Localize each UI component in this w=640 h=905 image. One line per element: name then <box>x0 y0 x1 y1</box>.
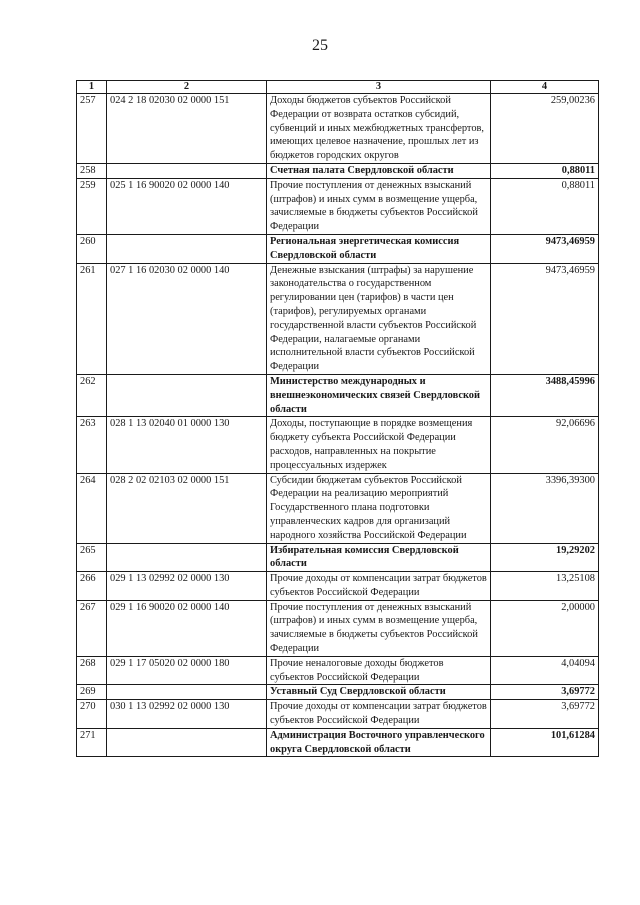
budget-code: 028 1 13 02040 01 0000 130 <box>107 417 267 473</box>
amount-value: 0,88011 <box>491 163 599 178</box>
row-number: 269 <box>77 685 107 700</box>
amount-value: 3396,39300 <box>491 473 599 543</box>
amount-value: 3,69772 <box>491 700 599 729</box>
revenue-name: Прочие неналоговые доходы бюджетов субъектов Российской Федерации <box>267 656 491 685</box>
column-header-4: 4 <box>491 81 599 94</box>
amount-value: 13,25108 <box>491 572 599 601</box>
row-number: 257 <box>77 94 107 164</box>
table-row <box>77 473 599 543</box>
revenue-name: Прочие поступления от денежных взысканий (штрафов) и иных сумм в возмещение ущерба, зачисляемые в бюджеты субъектов Российской Федерации <box>267 178 491 234</box>
revenue-name: Избирательная комиссия Свердловской области <box>267 543 491 572</box>
table-row <box>77 94 599 164</box>
revenue-name: Администрация Восточного управленческого округа Свердловской области <box>267 728 491 757</box>
budget-code <box>107 685 267 700</box>
table-row <box>77 600 599 656</box>
table-section-row <box>77 374 599 416</box>
budget-revenue-table <box>76 80 599 757</box>
table-body <box>77 94 599 757</box>
revenue-name: Уставный Суд Свердловской области <box>267 685 491 700</box>
revenue-name: Прочие поступления от денежных взысканий (штрафов) и иных сумм в возмещение ущерба, зачисляемые в бюджеты субъектов Российской Федерации <box>267 600 491 656</box>
budget-code: 028 2 02 02103 02 0000 151 <box>107 473 267 543</box>
amount-value: 4,04094 <box>491 656 599 685</box>
budget-code <box>107 374 267 416</box>
table-row <box>77 263 599 374</box>
budget-code <box>107 543 267 572</box>
budget-code: 025 1 16 90020 02 0000 140 <box>107 178 267 234</box>
amount-value: 2,00000 <box>491 600 599 656</box>
page-number: 25 <box>312 37 328 54</box>
amount-value: 3488,45996 <box>491 374 599 416</box>
table-header-row <box>77 81 599 94</box>
revenue-name: Счетная палата Свердловской области <box>267 163 491 178</box>
row-number: 263 <box>77 417 107 473</box>
table-row <box>77 656 599 685</box>
row-number: 262 <box>77 374 107 416</box>
row-number: 270 <box>77 700 107 729</box>
budget-code: 024 2 18 02030 02 0000 151 <box>107 94 267 164</box>
row-number: 266 <box>77 572 107 601</box>
row-number: 261 <box>77 263 107 374</box>
budget-code <box>107 234 267 263</box>
budget-code: 029 1 17 05020 02 0000 180 <box>107 656 267 685</box>
revenue-name: Субсидии бюджетам субъектов Российской Федерации на реализацию мероприятий Государственного плана подготовки управленческих кадров для организаций народного хозяйства Российской Федерации <box>267 473 491 543</box>
row-number: 267 <box>77 600 107 656</box>
budget-code: 029 1 13 02992 02 0000 130 <box>107 572 267 601</box>
budget-code <box>107 163 267 178</box>
amount-value: 92,06696 <box>491 417 599 473</box>
row-number: 268 <box>77 656 107 685</box>
revenue-name: Доходы бюджетов субъектов Российской Федерации от возврата остатков субсидий, субвенций и иных межбюджетных трансфертов, имеющих целевое назначение, прошлых лет из бюджетов городских округов <box>267 94 491 164</box>
table-row <box>77 417 599 473</box>
table-section-row <box>77 685 599 700</box>
amount-value: 0,88011 <box>491 178 599 234</box>
table-section-row <box>77 163 599 178</box>
row-number: 258 <box>77 163 107 178</box>
column-header-3: 3 <box>267 81 491 94</box>
row-number: 264 <box>77 473 107 543</box>
amount-value: 19,29202 <box>491 543 599 572</box>
revenue-name: Региональная энергетическая комиссия Свердловской области <box>267 234 491 263</box>
revenue-name: Министерство международных и внешнеэкономических связей Свердловской области <box>267 374 491 416</box>
revenue-name: Прочие доходы от компенсации затрат бюджетов субъектов Российской Федерации <box>267 572 491 601</box>
budget-code: 029 1 16 90020 02 0000 140 <box>107 600 267 656</box>
column-header-1: 1 <box>77 81 107 94</box>
budget-code: 027 1 16 02030 02 0000 140 <box>107 263 267 374</box>
amount-value: 101,61284 <box>491 728 599 757</box>
row-number: 260 <box>77 234 107 263</box>
table-row <box>77 700 599 729</box>
amount-value: 9473,46959 <box>491 234 599 263</box>
row-number: 259 <box>77 178 107 234</box>
revenue-name: Денежные взыскания (штрафы) за нарушение законодательства о государственном регулировании цен (тарифов) в части цен (тарифов), регулируемых органами государственной власти субъектов Российской Федерации, налагаемые органами исполнительной власти субъектов Российской Федерации <box>267 263 491 374</box>
table-section-row <box>77 543 599 572</box>
table-row <box>77 572 599 601</box>
table-section-row <box>77 234 599 263</box>
row-number: 265 <box>77 543 107 572</box>
table-section-row <box>77 728 599 757</box>
table-row <box>77 178 599 234</box>
revenue-name: Доходы, поступающие в порядке возмещения бюджету субъекта Российской Федерации расходов, направленных на покрытие процессуальных издержек <box>267 417 491 473</box>
budget-code <box>107 728 267 757</box>
budget-code: 030 1 13 02992 02 0000 130 <box>107 700 267 729</box>
column-header-2: 2 <box>107 81 267 94</box>
row-number: 271 <box>77 728 107 757</box>
revenue-name: Прочие доходы от компенсации затрат бюджетов субъектов Российской Федерации <box>267 700 491 729</box>
amount-value: 3,69772 <box>491 685 599 700</box>
amount-value: 9473,46959 <box>491 263 599 374</box>
amount-value: 259,00236 <box>491 94 599 164</box>
